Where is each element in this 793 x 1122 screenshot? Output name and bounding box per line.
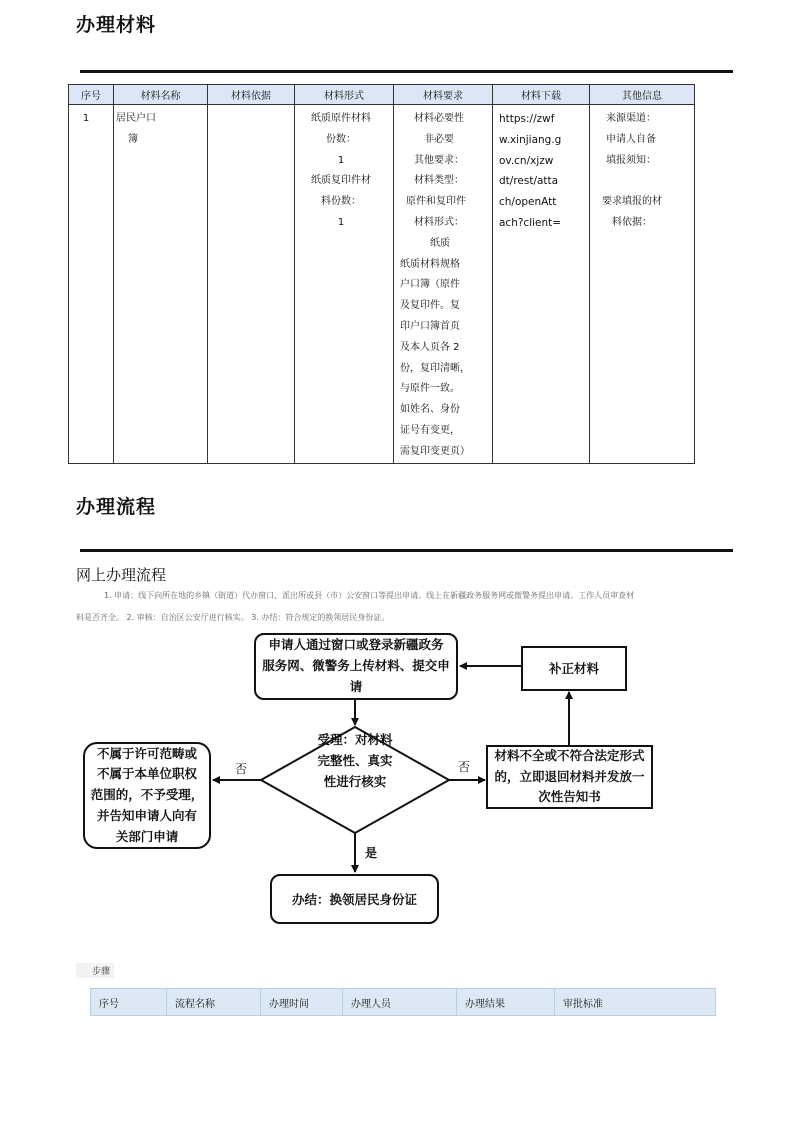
process-section-title: 办理流程 [76,496,157,518]
text-line: 需复印变更页） [400,445,470,457]
label-yes: 是 [365,846,378,860]
text-line: ov.cn/xjzw [499,154,554,167]
review-text [300,730,410,792]
text-line: w.xinjiang.g [499,133,562,146]
text-line: 填报须知： [606,154,656,166]
text-line: 纸质原件材料 [311,113,371,124]
text-line: 及本人页各 2 [400,341,460,353]
text-line: 如姓名、身份 [400,404,460,416]
steps-header-staff: 办理人员 [343,989,457,1016]
header-other: 其他信息 [590,85,695,105]
text-line: 要求填报的材 [602,196,662,208]
text-line: ch/openAtt [499,196,557,209]
text-line: 印户口簿首页 [400,320,460,332]
text-line: 服务网、微警务上传材料、提交申 [262,658,450,674]
steps-header-name: 流程名称 [167,989,261,1016]
text-line: 关部门申请 [115,828,179,844]
text-line: 申请人通过窗口或登录新疆政务 [268,637,444,653]
text-line: 来源渠道： [606,113,656,124]
text-line: 份数： [326,133,356,145]
text-line: 1 [82,113,90,124]
steps-header-result: 办理结果 [457,989,555,1016]
text-line: 料份数： [321,196,361,208]
text-line: 材料不全或不符合法定形式 [494,747,645,763]
text-line: https://zwf [499,113,555,125]
text-line: dt/rest/atta [499,175,559,188]
process-description: 1. 申请：线下向所在地的乡镇（街道）代办窗口、派出所或县（市）公安窗口等提出申请。线上在新疆政务服务网或微警务提出申请。工作人员审查材 [104,591,635,600]
steps-header-row [91,989,716,1016]
text-line: ach?client= [499,216,562,229]
text-line: 材料类型： [414,175,464,187]
header-download: 材料下载 [493,85,590,105]
steps-table [90,988,716,1016]
text-line: 性进行核实 [323,773,387,789]
text-line: 范围的，不予受理， [90,787,204,803]
text-line: 其他要求： [414,154,464,166]
online-process-title: 网上办理流程 [76,566,167,584]
text-line: 份，复印清晰， [400,362,470,374]
steps-label: 步骤 [76,963,114,978]
label-no-left: 否 [235,762,248,776]
text-line: 次性告知书 [538,789,601,805]
text-line: 受理：对材料 [317,732,393,747]
text-line: 证号有变更， [400,424,460,436]
text-line: 纸质材料规格 [400,258,460,270]
text-line: 请 [349,678,363,694]
text-line: 完整性、真实 [317,752,393,768]
header-basis: 材料依据 [208,85,295,105]
header-form: 材料形式 [295,85,394,105]
text-line: 不属于本单位职权 [96,766,197,782]
text-line: 料依据： [612,216,652,228]
text-line: 材料必要性 [414,113,464,124]
text-line: 簿 [128,133,138,145]
supplement-box: 补正材料 [521,646,627,691]
text-line: 1 [337,216,345,228]
text-line: 及复印件。复 [400,300,460,312]
header-name: 材料名称 [114,85,208,105]
text-line: 申请人自备 [606,133,656,145]
text-line: 原件和复印件 [406,196,466,208]
steps-header-index: 序号 [91,989,167,1016]
complete-box: 办结：换领居民身份证 [270,874,439,924]
text-line: 居民户口 [116,113,156,124]
text-line: 户口簿（原件 [400,279,460,291]
text-line: 纸质 [430,237,450,249]
text-line: 非必要 [424,133,454,145]
label-no-right: 否 [458,760,471,774]
text-line: 并告知申请人向有 [96,807,197,823]
steps-header-standard: 审批标准 [555,989,716,1016]
reject-box [83,742,211,849]
header-index: 序号 [69,85,114,105]
text-line: 纸质复印件材 [311,175,371,187]
header-requirements: 材料要求 [394,85,493,105]
process-description: 料是否齐全。 2. 审核：自治区公安厅进行核实。 3. 办结：符合规定的换领居民身份证。 [76,613,390,622]
text-line: 的，立即退回材料并发放一 [494,768,645,784]
materials-section-title: 办理材料 [76,14,157,36]
text-line: 1 [337,154,345,166]
text-line: 材料形式： [414,216,464,228]
text-line: 不属于许可范畴或 [96,745,197,761]
steps-header-time: 办理时间 [261,989,343,1016]
text-line: 与原件一致。 [400,383,460,395]
apply-box [254,633,458,700]
incomplete-box [486,745,653,809]
